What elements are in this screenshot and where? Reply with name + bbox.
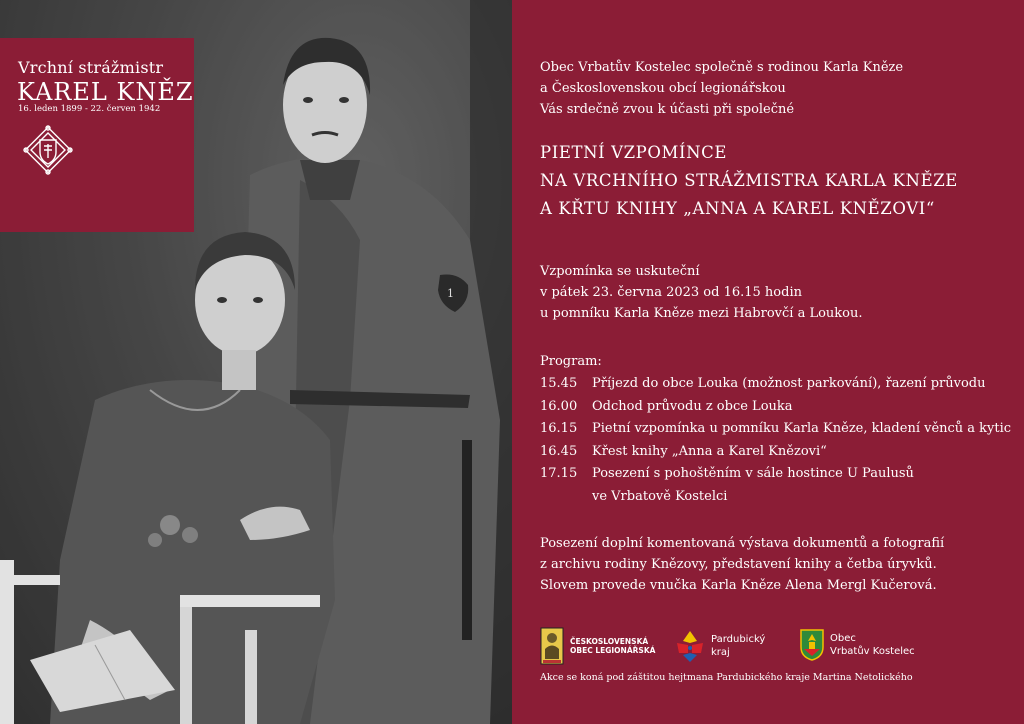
col-logo	[540, 627, 655, 665]
col-logo-line: ČESKOSLOVENSKÁ	[570, 637, 649, 646]
honoree-name: KAREL KNĚZ	[17, 78, 194, 106]
vrbatuv-logo	[800, 629, 915, 661]
outro-line: Posezení doplní komentovaná výstava dokumentů a fotografií	[540, 536, 945, 551]
partner-logos	[540, 627, 1020, 667]
program-desc: ve Vrbatově Kostelci	[592, 488, 728, 504]
invitation-intro	[540, 57, 903, 120]
vrbatuv-logo-line: Obec	[830, 633, 856, 644]
program-time: 16.45	[540, 443, 578, 459]
heading-line: NA VRCHNÍHO STRÁŽMISTRA KARLA KNĚZE	[540, 171, 958, 190]
program-time: 16.00	[540, 398, 578, 414]
col-logo-line: OBEC LEGIONÁŘSKÁ	[570, 646, 656, 655]
when-line: Vzpomínka se uskuteční	[540, 264, 700, 279]
pardubice-logo	[675, 629, 765, 663]
program-desc: Odchod průvodu z obce Louka	[592, 398, 793, 414]
intro-line: Vás srdečně zvou k účasti při společné	[540, 102, 795, 117]
outro-line: z archivu rodiny Knězovy, představení knihy a četba úryvků.	[540, 557, 937, 572]
outro-line: Slovem provede vnučka Karla Kněze Alena Mergl Kučerová.	[540, 578, 937, 593]
program-desc: Pietní vzpomínka u pomníku Karla Kněze, kladení věnců a kytic	[592, 421, 1012, 436]
program-desc: Příjezd do obce Louka (možnost parkování), řazení průvodu	[592, 376, 986, 391]
program-time: 17.15	[540, 466, 578, 481]
program-time: 16.15	[540, 421, 578, 436]
intro-line: Obec Vrbatův Kostelec společně s rodinou Karla Kněze	[540, 60, 904, 75]
svg-text:1: 1	[447, 287, 454, 300]
heading-line: PIETNÍ VZPOMÍNCE	[540, 143, 727, 162]
when-line: v pátek 23. června 2023 od 16.15 hodin	[540, 285, 802, 300]
heading-line: A KŘTU KNIHY „ANNA A KAREL KNĚZOVI“	[540, 199, 935, 218]
event-outro	[540, 533, 944, 596]
memorial-title-badge	[0, 38, 194, 232]
vrbatuv-logo-line: Vrbatův Kostelec	[830, 646, 915, 657]
event-heading	[540, 139, 958, 223]
pardubice-logo-line: kraj	[711, 647, 730, 658]
when-line: u pomníku Karla Kněze mezi Habrovčí a Loukou.	[540, 306, 863, 321]
pardubice-logo-line: Pardubický	[711, 634, 766, 645]
pardubice-region-icon	[675, 629, 705, 663]
program-time: 15.45	[540, 376, 578, 391]
program-desc: Posezení s pohoštěním v sále hostince U Paulusů	[592, 466, 914, 481]
municipal-coat-of-arms-icon	[800, 629, 824, 661]
intro-line: a Československou obcí legionářskou	[540, 81, 786, 96]
police-emblem-icon	[18, 120, 78, 184]
event-when-where	[540, 261, 863, 324]
life-dates: 16. leden 1899 - 22. červen 1942	[18, 104, 161, 114]
program-desc: Křest knihy „Anna a Karel Knězovi“	[592, 443, 827, 459]
rank-title: Vrchní strážmistr	[18, 58, 164, 77]
patronage-note: Akce se koná pod záštitou hejtmana Pardubického kraje Martina Netolického	[540, 672, 913, 683]
legion-soldier-icon	[540, 627, 564, 665]
program-label: Program:	[540, 354, 602, 369]
